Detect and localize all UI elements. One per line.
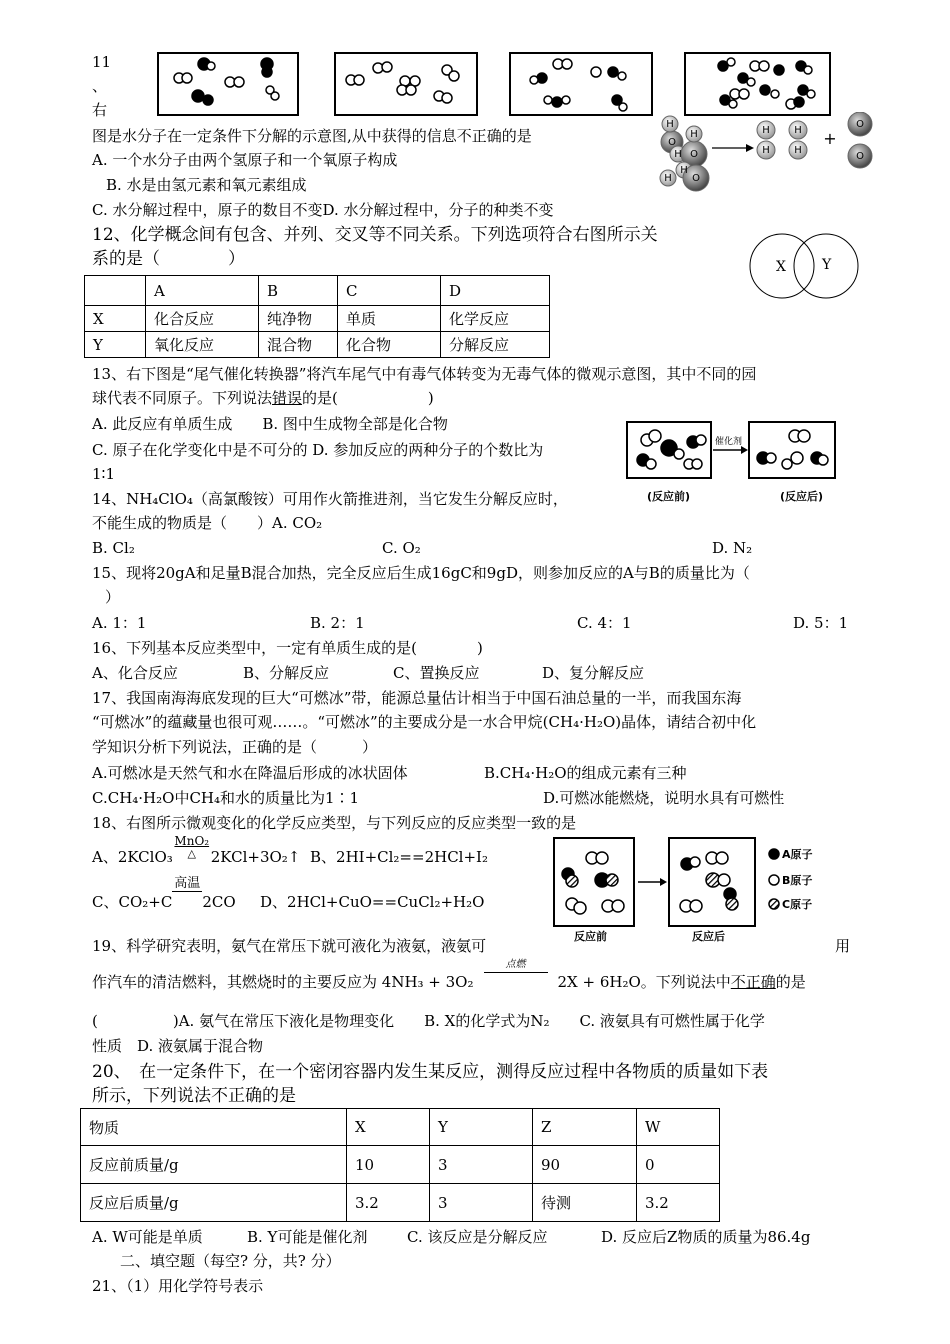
q11-number: 11 bbox=[92, 53, 112, 71]
q11-option-b: B. 水是由氢元素和氧元素组成 bbox=[106, 176, 307, 194]
atom-h-label: H bbox=[666, 119, 674, 130]
q13-option-d-cont: 1∶1 bbox=[92, 465, 115, 483]
q20-option-d: D. 反应后Z物质的质量为86.4g bbox=[601, 1228, 811, 1246]
q15-line1: 15、现将20gA和足量B混合加热，完全反应后生成16gC和9gD，则参加反应的A与B的质量比为（ bbox=[92, 564, 750, 582]
plus-sign: + bbox=[823, 129, 837, 148]
q17-option-c: C.CH₄·H₂O中CH₄和水的质量比为1∶1 bbox=[92, 789, 360, 807]
q20-line1: 20、 在一定条件下，在一个密闭容器内发生某反应，测得反应过程中各物质的质量如下表 bbox=[92, 1062, 769, 1082]
q11-you: 右 bbox=[92, 101, 108, 119]
q16-option-a: A、化合反应 bbox=[92, 664, 178, 682]
q20-cell: W bbox=[637, 1109, 720, 1146]
q18-option-c: C、CO₂+C 高温 2CO bbox=[92, 876, 236, 911]
q13-option-cd: C. 原子在化学变化中是不可分的 D. 参加反应的两种分子的个数比为 bbox=[92, 441, 544, 459]
q12-cell: C bbox=[338, 276, 441, 306]
mno2-condition: MnO₂ bbox=[174, 834, 210, 848]
q14-line1: 14、NH₄ClO₄（高氯酸铵）可用作火箭推进剂，当它发生分解反应时， bbox=[92, 490, 568, 508]
venn-x-label: X bbox=[776, 259, 786, 275]
q20-table bbox=[80, 1108, 720, 1222]
section-fill-in-heading: 二、填空题（每空? 分，共? 分） bbox=[120, 1252, 341, 1270]
q14-option-b: B. Cl₂ bbox=[92, 539, 135, 557]
q18-reaction-diagram bbox=[552, 836, 852, 944]
q13-after-caption: (反应后) bbox=[780, 490, 824, 503]
q13-before-caption: (反应前) bbox=[647, 490, 691, 503]
q12-cell: B bbox=[259, 276, 338, 306]
q11-option-a: A. 一个水分子由两个氢原子和一个氧原子构成 bbox=[92, 151, 398, 169]
q17-line3: 学知识分析下列说法，正确的是（ ） bbox=[92, 738, 378, 756]
q14-option-d: D. N₂ bbox=[712, 539, 753, 557]
q11-stem: 图是水分子在一定条件下分解的示意图,从中获得的信息不正确的是 bbox=[92, 127, 532, 145]
q19-line1: 19、科学研究表明，氨气在常压下就可液化为液氨，液氨可 bbox=[92, 937, 487, 955]
atom-o-label: O bbox=[856, 151, 864, 162]
q18-option-d: D、2HCl+CuO==CuCl₂+H₂O bbox=[260, 893, 485, 911]
q15-option-b: B. 2：1 bbox=[310, 614, 365, 632]
q16-line1: 16、下列基本反应类型中，一定有单质生成的是( ) bbox=[92, 639, 483, 657]
q17-line2: “可燃冰”的蕴藏量也很可观……。“可燃冰”的主要成分是一水合甲烷(CH₄·H₂O)晶体，请结合初中化 bbox=[92, 713, 757, 731]
q15-option-a: A. 1：1 bbox=[92, 614, 147, 632]
q20-cell: Y bbox=[430, 1109, 533, 1146]
q18-after-caption: 反应后 bbox=[692, 930, 725, 943]
q12-cell: 分解反应 bbox=[441, 332, 550, 358]
q19-line2: 作汽车的清洁燃料，其燃烧时的主要反应为 4NH₃ + 3O₂ 点燃 2X + 6H₂O。下列说法中不正确的是 bbox=[92, 959, 806, 991]
q14-option-c: C. O₂ bbox=[382, 539, 421, 557]
q20-cell: 待测 bbox=[533, 1184, 637, 1222]
q15-option-c: C. 4：1 bbox=[577, 614, 632, 632]
atom-h-label: H bbox=[762, 145, 770, 156]
q16-option-b: B、分解反应 bbox=[243, 664, 330, 682]
q12-cell bbox=[85, 276, 146, 306]
q20-line2: 所示，下列说法不正确的是 bbox=[92, 1086, 296, 1106]
q15-option-d: D. 5：1 bbox=[793, 614, 849, 632]
q18-option-a: A、2KClO₃ MnO₂ △ 2KCl+3O₂↑ bbox=[92, 834, 301, 866]
q12-venn-diagram bbox=[748, 230, 863, 302]
q12-cell: D bbox=[441, 276, 550, 306]
q12-cell: A bbox=[146, 276, 259, 306]
q20-cell: Z bbox=[533, 1109, 637, 1146]
q12-cell: 化合反应 bbox=[146, 306, 259, 332]
q12-cell: 单质 bbox=[338, 306, 441, 332]
q12-cell: 氧化反应 bbox=[146, 332, 259, 358]
q12-cell: X bbox=[85, 306, 146, 332]
q20-cell: 反应前质量/g bbox=[81, 1146, 347, 1184]
ignite-condition: 点燃 bbox=[505, 959, 526, 970]
q20-cell: 3 bbox=[430, 1184, 533, 1222]
q20-cell: 3.2 bbox=[347, 1184, 430, 1222]
q12-cell: Y bbox=[85, 332, 146, 358]
high-temp-condition: 高温 bbox=[174, 876, 201, 891]
atom-h-label: H bbox=[690, 129, 698, 140]
atom-o-label: O bbox=[856, 119, 864, 130]
q19-line4: 性质 D. 液氨属于混合物 bbox=[92, 1037, 264, 1055]
catalyst-label: 催化剂 bbox=[715, 437, 743, 447]
q16-option-c: C、置换反应 bbox=[393, 664, 480, 682]
q18-before-caption: 反应前 bbox=[574, 930, 607, 943]
atom-h-label: H bbox=[680, 165, 688, 176]
q20-cell: 3 bbox=[430, 1146, 533, 1184]
q11-dot: 、 bbox=[92, 77, 108, 95]
q17-option-b: B.CH₄·H₂O的组成元素有三种 bbox=[484, 764, 687, 782]
q12-cell: 纯净物 bbox=[259, 306, 338, 332]
q20-option-b: B. Y可能是催化剂 bbox=[247, 1228, 368, 1246]
q11-option-cd: C. 水分解过程中，原子的数目不变D. 水分解过程中，分子的种类不变 bbox=[92, 201, 554, 219]
q11-molecule-panels bbox=[155, 50, 835, 120]
q21-line1: 21、（1）用化学符号表示 bbox=[92, 1277, 264, 1295]
legend-a-atom: A原子 bbox=[782, 848, 813, 861]
q20-cell: 0 bbox=[637, 1146, 720, 1184]
q20-cell: 3.2 bbox=[637, 1184, 720, 1222]
q12-cell: 化学反应 bbox=[441, 306, 550, 332]
atom-o-label: O bbox=[690, 149, 698, 160]
legend-b-atom: B原子 bbox=[782, 874, 813, 887]
heat-condition: △ bbox=[187, 847, 196, 860]
venn-y-label: Y bbox=[822, 257, 832, 273]
q12-line1: 12、化学概念间有包含、并列、交叉等不同关系。下列选项符合右图所示关 bbox=[92, 225, 658, 245]
atom-h-label: H bbox=[794, 125, 802, 136]
q18-option-b: B、2HI+Cl₂==2HCl+I₂ bbox=[310, 848, 488, 866]
atom-o-label: O bbox=[668, 137, 676, 148]
q12-cell: 混合物 bbox=[259, 332, 338, 358]
q16-option-d: D、复分解反应 bbox=[542, 664, 645, 682]
legend-c-atom: C原子 bbox=[782, 898, 813, 911]
atom-o-label: O bbox=[692, 173, 700, 184]
q13-line2: 球代表不同原子。下列说法错误的是( ) bbox=[92, 389, 434, 407]
q12-cell: 化合物 bbox=[338, 332, 441, 358]
q20-cell: 物质 bbox=[81, 1109, 347, 1146]
atom-h-label: H bbox=[664, 173, 672, 184]
q12-table bbox=[84, 275, 550, 358]
q13-reaction-diagram bbox=[625, 420, 845, 482]
atom-h-label: H bbox=[674, 149, 682, 160]
q20-cell: 反应后质量/g bbox=[81, 1184, 347, 1222]
q17-option-a: A.可燃冰是天然气和水在降温后形成的冰状固体 bbox=[92, 764, 408, 782]
q19-line1-end: 用 bbox=[835, 937, 851, 955]
q14-line2: 不能生成的物质是（ ）A. CO₂ bbox=[92, 514, 323, 532]
q20-option-a: A. W可能是单质 bbox=[92, 1228, 203, 1246]
q15-line2: ） bbox=[105, 588, 121, 606]
q13-line1: 13、右下图是“尾气催化转换器”将汽车尾气中有毒气体转变为无毒气体的微观示意图，其中不同的园 bbox=[92, 365, 757, 383]
q13-option-ab: A. 此反应有单质生成 B. 图中生成物全部是化合物 bbox=[92, 415, 448, 433]
q20-cell: 10 bbox=[347, 1146, 430, 1184]
q20-cell: 90 bbox=[533, 1146, 637, 1184]
q19-line3: ( )A. 氨气在常压下液化是物理变化 B. X的化学式为N₂ C. 液氨具有可燃性属于化学 bbox=[92, 1012, 765, 1030]
q17-option-d: D.可燃冰能燃烧，说明水具有可燃性 bbox=[543, 789, 785, 807]
atom-h-label: H bbox=[762, 125, 770, 136]
q11-decomposition-diagram bbox=[650, 112, 885, 212]
q20-cell: X bbox=[347, 1109, 430, 1146]
q18-line1: 18、右图所示微观变化的化学反应类型，与下列反应的反应类型一致的是 bbox=[92, 814, 577, 832]
q12-line2: 系的是（ ） bbox=[92, 249, 245, 269]
q17-line1: 17、我国南海海底发现的巨大“可燃冰”带，能源总量估计相当于中国石油总量的一半，而我国东海 bbox=[92, 689, 742, 707]
q20-option-c: C. 该反应是分解反应 bbox=[407, 1228, 548, 1246]
atom-h-label: H bbox=[794, 145, 802, 156]
